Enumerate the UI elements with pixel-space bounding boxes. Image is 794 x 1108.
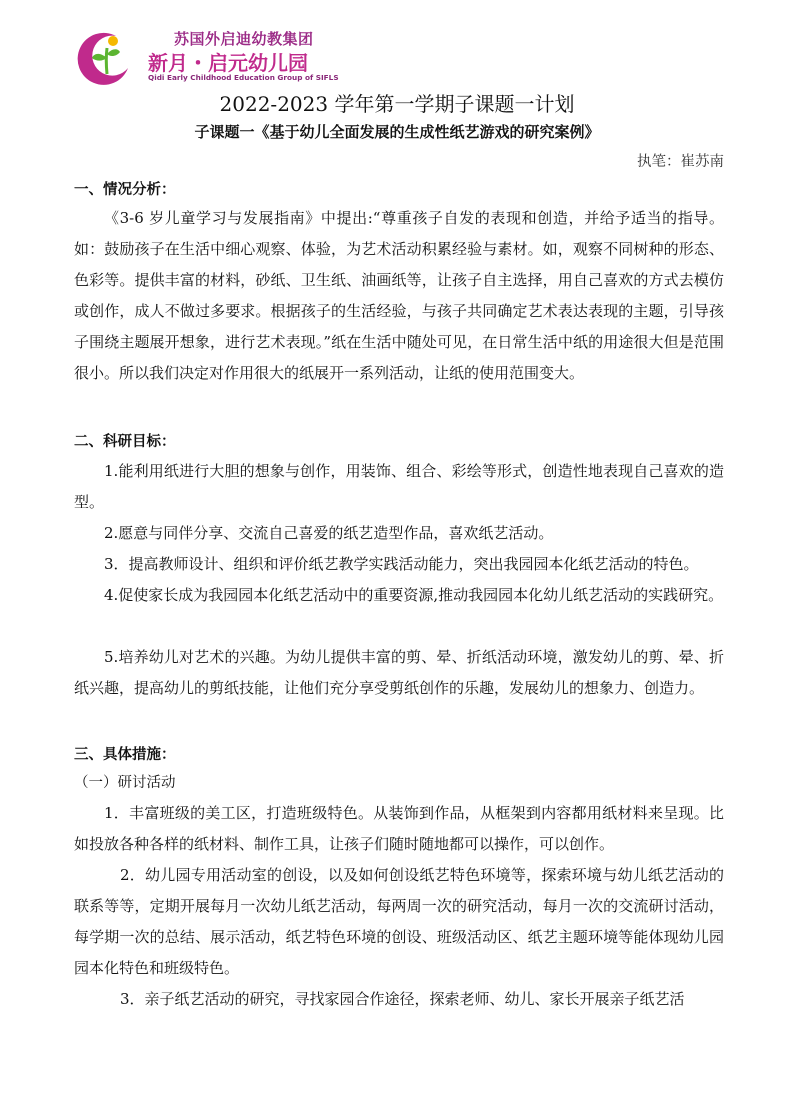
goal-item-3: 3．提高教师设计、组织和评价纸艺教学实践活动能力，突出我园园本化纸艺活动的特色。 (104, 555, 699, 573)
section-heading-analysis: 一、情况分析： (74, 181, 176, 198)
document-subtitle: 子课题一《基于幼儿全面发展的生成性纸艺游戏的研究案例》 (194, 123, 600, 141)
section-heading-measures: 三、具体措施： (74, 746, 176, 763)
section-heading-goals: 二、科研目标： (74, 433, 176, 450)
goal-item-2: 2.愿意与同伴分享、交流自己喜爱的纸艺造型作品，喜欢纸艺活动。 (104, 524, 554, 542)
goal-item-5: 5.培养幼儿对艺术的兴趣。为幼儿提供丰富的剪、晕、折纸活动环境，激发幼儿的剪、晕、折纸兴趣，提高幼儿的剪纸技能，让他们充分享受剪纸创作的乐趣，发展幼儿的想象力、创造力。 (74, 648, 724, 697)
author-line: 执笔：崔苏南 (637, 154, 724, 170)
document-title: 2022-2023 学年第一学期子课题一计划 (219, 92, 575, 116)
measure-item-3: 3．亲子纸艺活动的研究，寻找家园合作途径，探索老师、幼儿、家长开展亲子纸艺活 (120, 990, 685, 1008)
measure-item-2: 2．幼儿园专用活动室的创设，以及如何创设纸艺特色环境等，探索环境与幼儿纸艺活动的联系等等，定期开展每月一次幼儿纸艺活动，每两周一次的研究活动，每月一次的交流研讨活动，每学期一次的总结、展示活动，纸艺特色环境的创设、班级活动区、纸艺主题环境等能体现幼儿园园本化特色和班级特色。 (74, 866, 724, 977)
kindergarten-logo (72, 26, 339, 86)
logo-english-name: Qidi Early Childhood Education Group of SIFLS (148, 73, 339, 82)
goal-item-4: 4.促使家长成为我园园本化纸艺活动中的重要资源,推动我园园本化幼儿纸艺活动的实践研究。 (104, 586, 724, 604)
subsection-heading-seminar: （一）研讨活动 (74, 775, 176, 791)
analysis-paragraph: 《3-6 岁儿童学习与发展指南》中提出:“尊重孩子自发的表现和创造，并给予适当的指导。如：鼓励孩子在生活中细心观察、体验，为艺术活动积累经验与素材。如，观察不同树种的形态、色彩等。提供丰富的材料，砂纸、卫生纸、油画纸等，让孩子自主选择，用自己喜欢的方式去模仿或创作，成人不做过多要求。根据孩子的生活经验，与孩子共同确定艺术表达表现的主题，引导孩子围绕主题展开想象，进行艺术表现。”纸在生活中随处可见，在日常生活中纸的用途很大但是范围很小。所以我们决定对作用很大的纸展开一系列活动，让纸的使用范围变大。 (74, 209, 724, 382)
logo-emblem-icon (72, 28, 142, 86)
measure-item-1: 1．丰富班级的美工区，打造班级特色。从装饰到作品，从框架到内容都用纸材料来呈现。比如投放各种各样的纸材料、制作工具，让孩子们随时随地都可以操作，可以创作。 (74, 804, 724, 853)
logo-org-name: 苏国外启迪幼教集团 (174, 30, 314, 48)
goal-item-1: 1.能利用纸进行大胆的想象与创作，用装饰、组合、彩绘等形式，创造性地表现自己喜欢的造型。 (74, 462, 724, 511)
logo-school-name: 新月・启元幼儿园 (148, 51, 308, 75)
